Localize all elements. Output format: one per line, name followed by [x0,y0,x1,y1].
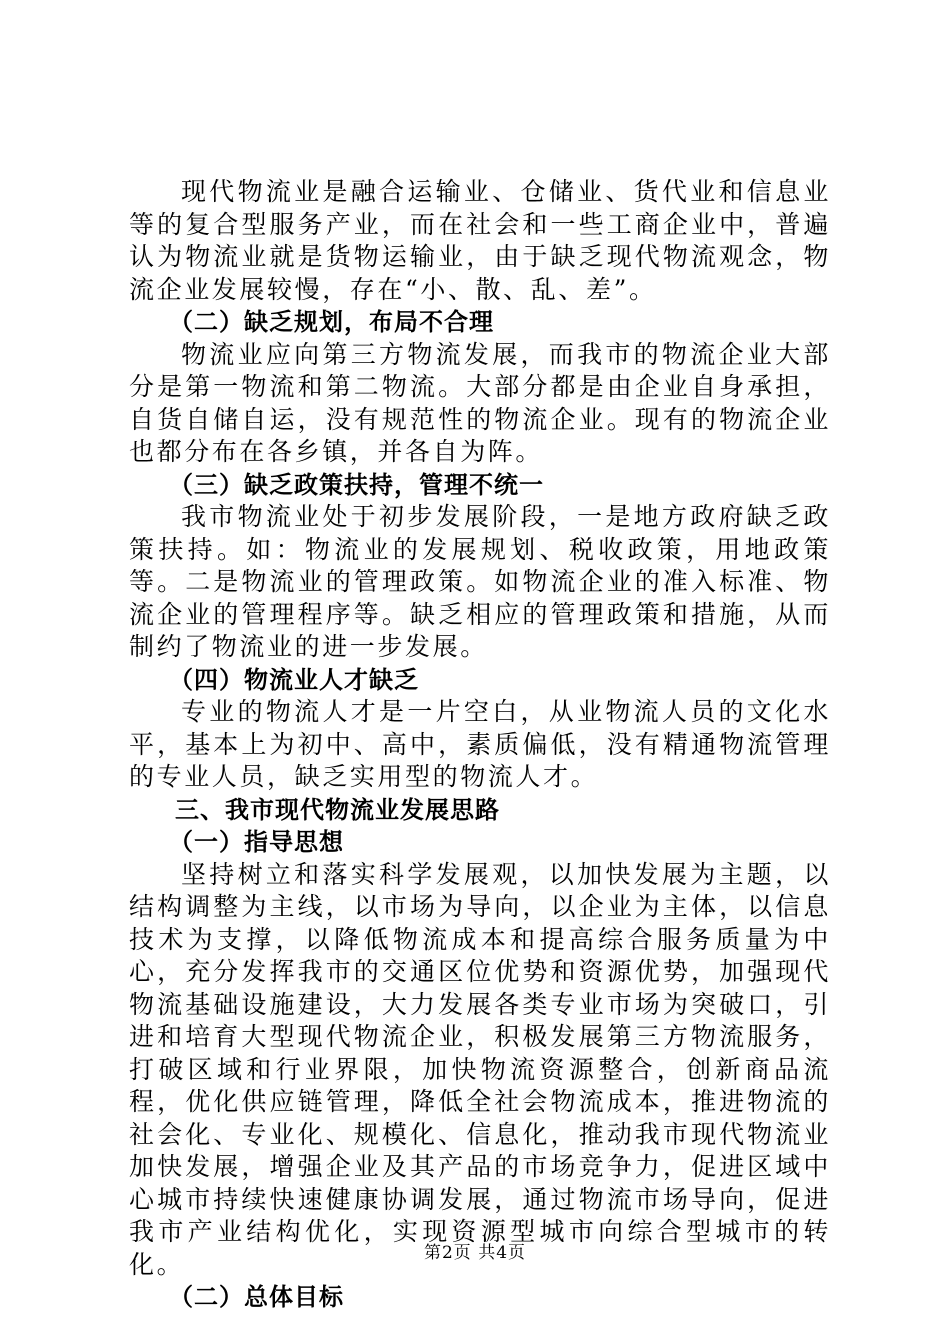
page-number-footer: 第2页 共4页 [423,1243,527,1263]
heading-lack-of-planning: （二）缺乏规划，布局不合理 [169,308,494,336]
paragraph-logistics-definition: 现代物流业是融合运输业、仓储业、货代业和信息业等的复合型服务产业，而在社会和一些工商企业中，普遍认为物流业就是货物运输业，由于缺乏现代物流观念，物流企业发展较慢，存在“小、散、乱、差”。 [129,177,831,304]
paragraph-guiding-ideology: 坚持树立和落实科学发展观，以加快发展为主题，以结构调整为主线，以市场为导向，以企业为主体，以信息技术为支撑，以降低物流成本和提高综合服务质量为中心，充分发挥我市的交通区位优势和资源优势，加强现代物流基础设施建设，大力发展各类专业市场为突破口，引进和培育大型现代物流企业，积极发展第三方物流服务，打破区域和行业界限，加快物流资源整合，创新商品流程，优化供应链管理，降低全社会物流成本，推进物流的社会化、专业化、规模化、信息化，推动我市现代物流业加快发展，增强企业及其产品的市场竞争力，促进区域中心城市持续快速健康协调发展，通过物流市场导向，促进我市产业结构优化，实现资源型城市向综合型城市的转化。 [129,859,831,1279]
heading-lack-of-policy: （三）缺乏政策扶持，管理不统一 [169,470,544,499]
document-body [129,176,831,1314]
paragraph-lack-of-planning: 物流业应向第三方物流发展，而我市的物流企业大部分是第一物流和第二物流。大部分都是由企业自身承担，自货自储自运，没有规范性的物流企业。现有的物流企业也都分布在各乡镇，并各自为阵。 [129,339,831,466]
heading-lack-of-talent: （四）物流业人才缺乏 [169,665,419,694]
paragraph-lack-of-talent: 专业的物流人才是一片空白，从业物流人员的文化水平，基本上为初中、高中，素质偏低，没有精通物流管理的专业人员，缺乏实用型的物流人才。 [129,697,831,791]
paragraph-lack-of-policy: 我市物流业处于初步发展阶段，一是地方政府缺乏政策扶持。如：物流业的发展规划、税收政策，用地政策等。二是物流业的管理政策。如物流企业的准入标准、物流企业的管理程序等。缺乏相应的管理政策和措施，从而制约了物流业的进一步发展。 [129,502,831,661]
heading-overall-goal: （二）总体目标 [169,1283,344,1311]
heading-guiding-ideology: （一）指导思想 [169,828,344,856]
section-heading-development-ideas: 三、我市现代物流业发展思路 [175,795,500,824]
